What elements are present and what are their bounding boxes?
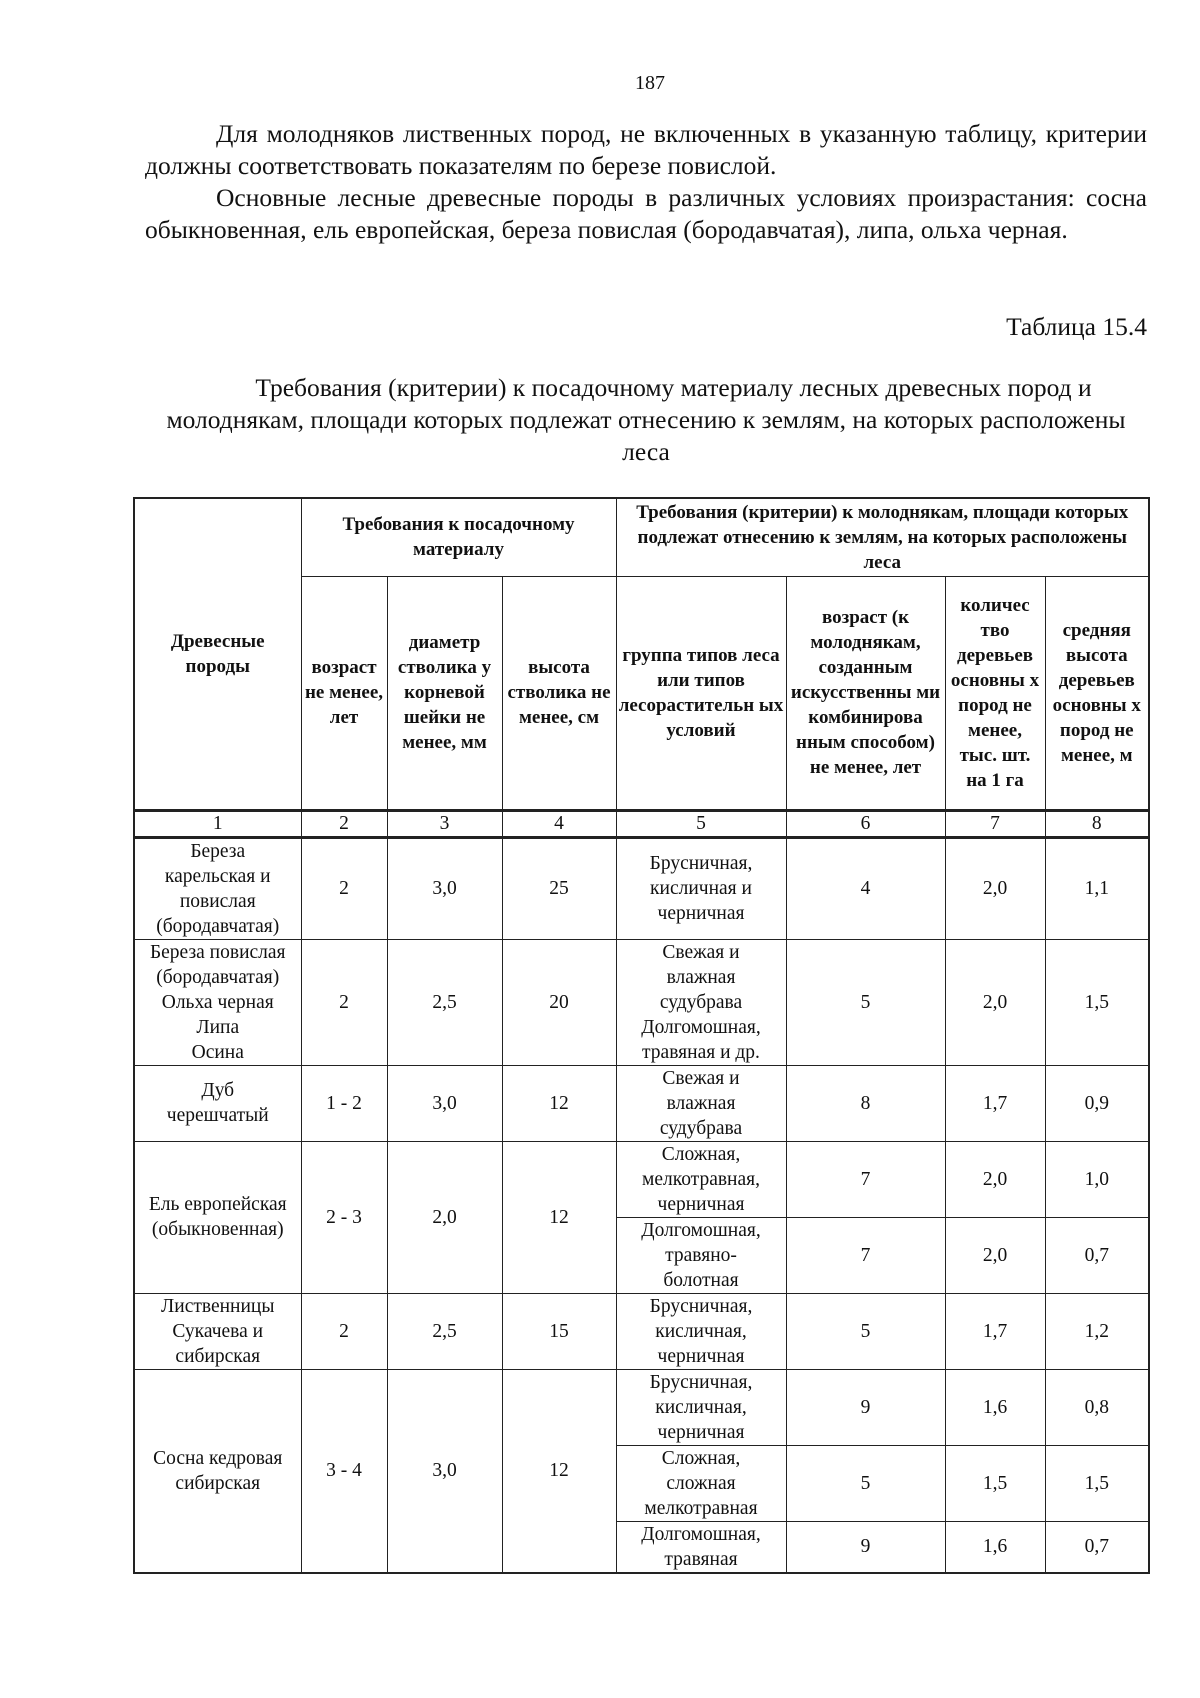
avg-height-cell: 0,7 [1045, 1521, 1149, 1573]
table-title: Требования (критерии) к посадочному материалу лесных древесных пород и молоднякам, площади которых подлежат отнесению к землям, на которых расположены леса [166, 373, 1126, 466]
young-age-cell: 5 [786, 1293, 945, 1369]
tree-count-cell: 1,6 [945, 1521, 1045, 1573]
table-row [134, 1293, 1149, 1369]
young-age-cell: 7 [786, 1217, 945, 1293]
header-height: высота стволика не менее, см [502, 576, 616, 810]
forest-type-cell: Свежая и влажная судубрава Долгомошная, травяная и др. [616, 939, 786, 1065]
column-number: 7 [945, 810, 1045, 837]
forest-type-cell: Брусничная, кисличная, черничная [616, 1293, 786, 1369]
young-age-cell: 4 [786, 837, 945, 939]
young-age-cell: 7 [786, 1141, 945, 1217]
age-cell: 1 - 2 [301, 1065, 387, 1141]
species-cell: Береза повислая (бородавчатая) Ольха черная Липа Осина [134, 939, 301, 1065]
table-row [134, 1369, 1149, 1445]
forest-type-cell: Сложная, сложная мелкотравная [616, 1445, 786, 1521]
young-age-cell: 9 [786, 1369, 945, 1445]
age-cell: 2 [301, 1293, 387, 1369]
column-number: 4 [502, 810, 616, 837]
diameter-cell: 2,5 [387, 939, 502, 1065]
avg-height-cell: 1,5 [1045, 1445, 1149, 1521]
header-diameter: диаметр стволика у корневой шейки не менее, мм [387, 576, 502, 810]
header-avg-height: средняя высота деревьев основны х пород не менее, м [1045, 576, 1149, 810]
column-number: 1 [134, 810, 301, 837]
height-cell: 12 [502, 1065, 616, 1141]
column-number: 8 [1045, 810, 1149, 837]
paragraph-2: Основные лесные древесные породы в различных условиях произрастания: сосна обыкновенная, ель европейская, береза повислая (бородавчатая), липа, ольха черная. [145, 183, 1147, 244]
table-row [134, 1141, 1149, 1217]
species-cell: Сосна кедровая сибирская [134, 1369, 301, 1573]
avg-height-cell: 0,7 [1045, 1217, 1149, 1293]
avg-height-cell: 0,8 [1045, 1369, 1149, 1445]
tree-count-cell: 2,0 [945, 1217, 1045, 1293]
tree-count-cell: 2,0 [945, 939, 1045, 1065]
young-age-cell: 8 [786, 1065, 945, 1141]
age-cell: 2 [301, 939, 387, 1065]
table-row [134, 939, 1149, 1065]
header-planting-group: Требования к посадочному материалу [301, 498, 616, 576]
diameter-cell: 2,0 [387, 1141, 502, 1293]
table-row [134, 837, 1149, 939]
avg-height-cell: 1,0 [1045, 1141, 1149, 1217]
tree-count-cell: 2,0 [945, 1141, 1045, 1217]
forest-type-cell: Брусничная, кисличная, черничная [616, 1369, 786, 1445]
tree-count-cell: 1,6 [945, 1369, 1045, 1445]
avg-height-cell: 1,5 [1045, 939, 1149, 1065]
height-cell: 12 [502, 1141, 616, 1293]
avg-height-cell: 1,2 [1045, 1293, 1149, 1369]
header-species: Древесные породы [134, 498, 301, 810]
age-cell: 2 - 3 [301, 1141, 387, 1293]
species-cell: Ель европейская (обыкновенная) [134, 1141, 301, 1293]
header-age: возраст не менее, лет [301, 576, 387, 810]
tree-count-cell: 1,5 [945, 1445, 1045, 1521]
header-tree-count: количес тво деревьев основны х пород не менее, тыс. шт. на 1 га [945, 576, 1045, 810]
header-young-group: Требования (критерии) к молоднякам, площади которых подлежат отнесению к землям, на которых расположены леса [616, 498, 1149, 576]
diameter-cell: 2,5 [387, 1293, 502, 1369]
requirements-table [133, 497, 1150, 1574]
young-age-cell: 9 [786, 1521, 945, 1573]
forest-type-cell: Долгомошная, травяная [616, 1521, 786, 1573]
age-cell: 2 [301, 837, 387, 939]
paragraph-1: Для молодняков лиственных пород, не включенных в указанную таблицу, критерии должны соответствовать показателям по березе повислой. [145, 119, 1147, 180]
column-number: 5 [616, 810, 786, 837]
avg-height-cell: 0,9 [1045, 1065, 1149, 1141]
tree-count-cell: 1,7 [945, 1065, 1045, 1141]
table-row [134, 1065, 1149, 1141]
diameter-cell: 3,0 [387, 1369, 502, 1573]
column-number: 6 [786, 810, 945, 837]
tree-count-cell: 2,0 [945, 837, 1045, 939]
column-number: 2 [301, 810, 387, 837]
young-age-cell: 5 [786, 1445, 945, 1521]
forest-type-cell: Брусничная, кисличная и черничная [616, 837, 786, 939]
table-number: Таблица 15.4 [1006, 312, 1147, 341]
column-number: 3 [387, 810, 502, 837]
species-cell: Береза карельская и повислая (бородавчатая) [134, 837, 301, 939]
header-forest-type: группа типов леса или типов лесорастительн ых условий [616, 576, 786, 810]
forest-type-cell: Свежая и влажная судубрава [616, 1065, 786, 1141]
forest-type-cell: Долгомошная, травяно- болотная [616, 1217, 786, 1293]
height-cell: 25 [502, 837, 616, 939]
diameter-cell: 3,0 [387, 1065, 502, 1141]
diameter-cell: 3,0 [387, 837, 502, 939]
height-cell: 15 [502, 1293, 616, 1369]
height-cell: 12 [502, 1369, 616, 1573]
height-cell: 20 [502, 939, 616, 1065]
tree-count-cell: 1,7 [945, 1293, 1045, 1369]
avg-height-cell: 1,1 [1045, 837, 1149, 939]
page-number: 187 [635, 72, 665, 94]
forest-type-cell: Сложная, мелкотравная, черничная [616, 1141, 786, 1217]
young-age-cell: 5 [786, 939, 945, 1065]
age-cell: 3 - 4 [301, 1369, 387, 1573]
species-cell: Дуб черешчатый [134, 1065, 301, 1141]
species-cell: Лиственницы Сукачева и сибирская [134, 1293, 301, 1369]
header-young-age: возраст (к молоднякам, созданным искусственны ми комбинирова нным способом) не менее, лет [786, 576, 945, 810]
